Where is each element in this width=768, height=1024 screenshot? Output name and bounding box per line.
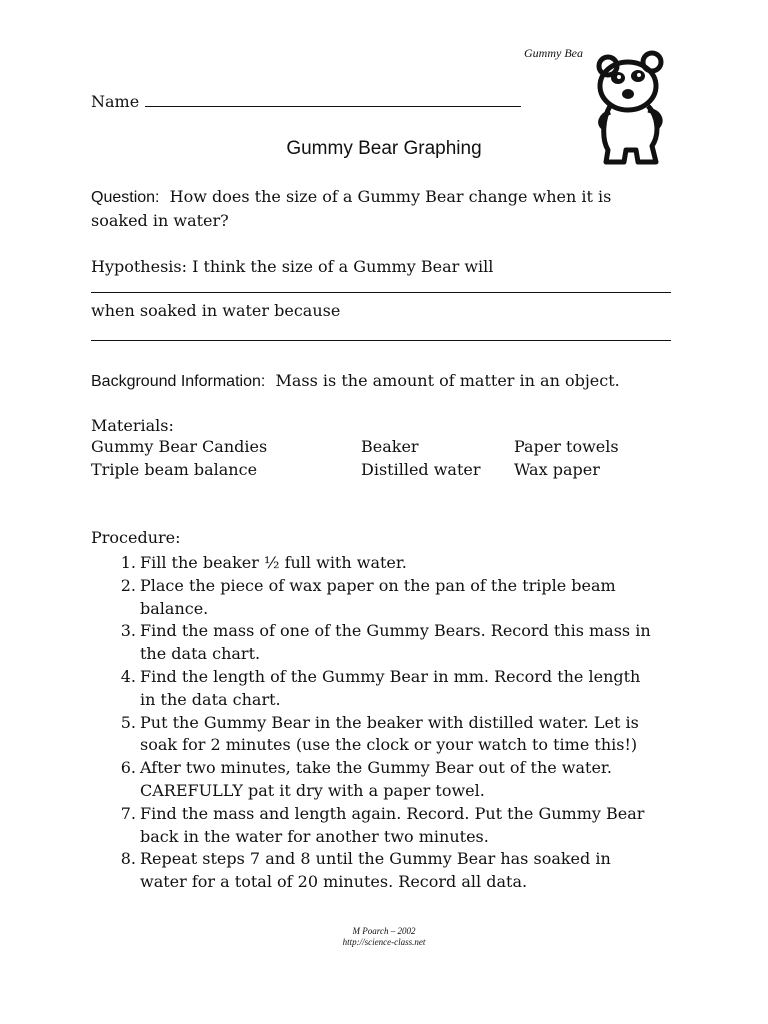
material-item: Paper towels (514, 437, 619, 456)
background-text: Mass is the amount of matter in an object. (275, 371, 620, 390)
procedure-step: 2. Place the piece of wax paper on the pan of the triple beam balance. (120, 575, 616, 618)
procedure-steps (120, 552, 700, 894)
footer-author: M Poarch – 2002 (352, 926, 416, 936)
question-label: Question: (91, 189, 160, 206)
procedure-step: 1. Fill the beaker ½ full with water. (120, 553, 407, 572)
procedure-step: 4. Find the length of the Gummy Bear in mm. Record the length in the data chart. (120, 666, 641, 709)
question-text-continued: soaked in water? (91, 211, 229, 230)
background-section (91, 369, 681, 393)
material-item: Wax paper (514, 460, 600, 479)
procedure-step: 5. Put the Gummy Bear in the beaker with distilled water. Let is soak for 2 minutes (use the clock or your watch to time this!) (120, 712, 639, 755)
question-text: How does the size of a Gummy Bear change when it is (169, 187, 612, 206)
procedure-step: 3. Find the mass of one of the Gummy Bears. Record this mass in the data chart. (120, 621, 651, 664)
procedure-step: 6. After two minutes, take the Gummy Bear out of the water. CAREFULLY pat it dry with a paper towel. (120, 758, 612, 800)
name-field-row (91, 90, 521, 111)
procedure-label: Procedure: (91, 528, 181, 547)
page-title: Gummy Bear Graphing (286, 138, 482, 159)
material-item: Triple beam balance (91, 460, 258, 479)
page-header-tag: Gummy Bea (524, 46, 583, 60)
procedure-step: 8. Repeat steps 7 and 8 until the Gummy Bear has soaked in water for a total of 20 minutes. Record all data. (120, 849, 611, 892)
footer-url: http://science-class.net (342, 937, 426, 947)
question-section (91, 185, 681, 232)
procedure-step: 7. Find the mass and length again. Record. Put the Gummy Bear back in the water for another two minutes. (120, 803, 645, 846)
hypothesis-blank-2[interactable] (91, 340, 671, 341)
material-item: Beaker (361, 437, 419, 456)
hypothesis-blank-1[interactable] (91, 292, 671, 293)
material-item: Distilled water (361, 460, 481, 479)
hypothesis-line-2: when soaked in water because (91, 301, 341, 320)
material-item: Gummy Bear Candies (91, 437, 268, 456)
background-label: Background Information: (91, 373, 266, 390)
materials-label: Materials: (91, 416, 174, 435)
hypothesis-line-1: Hypothesis: I think the size of a Gummy Bear will (91, 257, 494, 276)
page-footer (0, 926, 768, 948)
name-label: Name (91, 92, 140, 111)
name-blank-line[interactable] (145, 90, 521, 107)
